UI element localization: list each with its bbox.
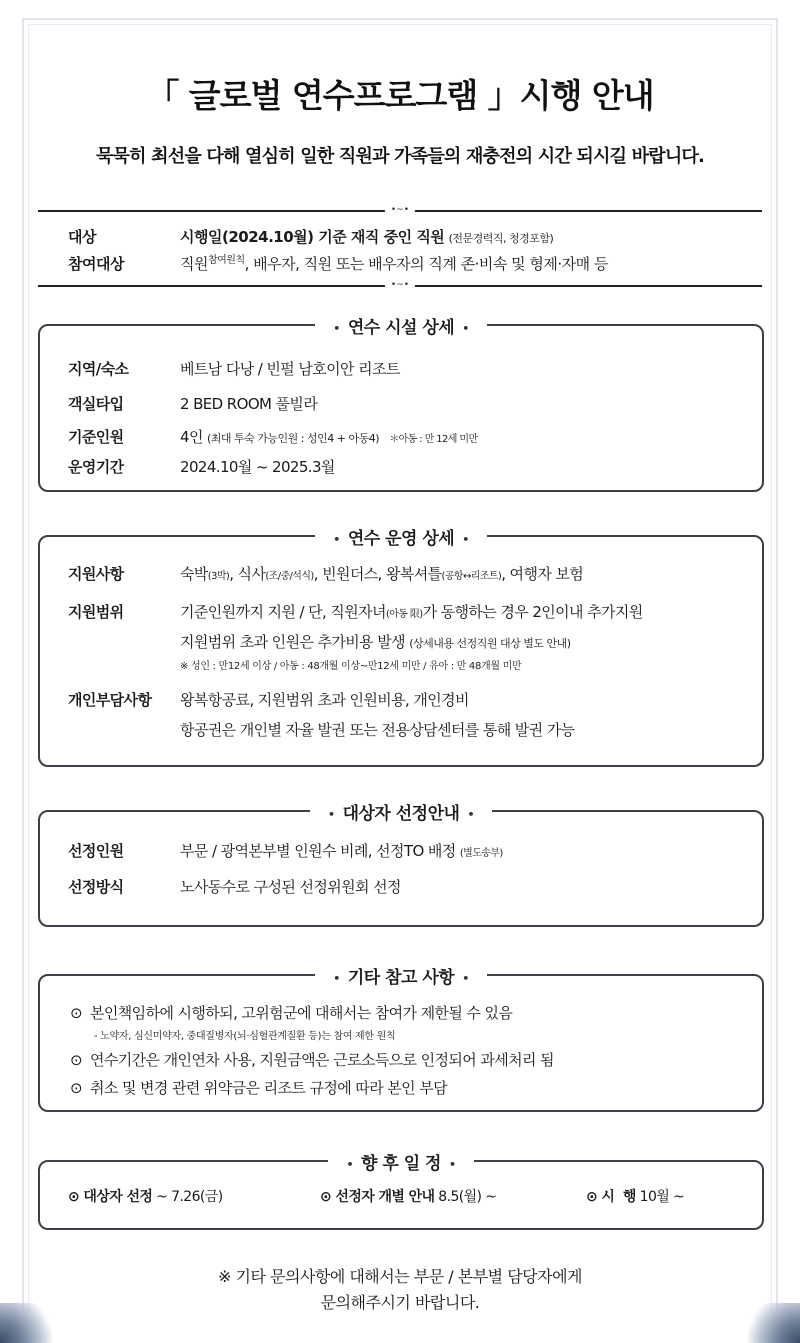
operation-personal-line2: 항공권은 개인별 자율 발권 또는 전용상담센터를 통해 발권 가능 [180,721,575,739]
divider-bottom [38,280,762,290]
footer-note: ※ 기타 문의사항에 대해서는 부문 / 본부별 담당자에게 문의해주시기 바랍니다. [218,1267,582,1312]
other-item: ⊙ 연수기간은 개인연차 사용, 지원금액은 근로소득으로 인정되어 과세처리 됨 [70,1051,554,1069]
other-box [38,968,764,1112]
operation-title: • 연수 운영 상세 • [315,524,486,549]
target-note: (전문경력직, 청경포함) [448,232,554,245]
operation-support-range-line2: 지원범위 초과 인원은 추가비용 발생 (상세내용 선정직원 대상 별도 안내) [180,633,571,651]
facility-row-room: 객실타입 2 BED ROOM 풀빌라 [68,395,318,413]
operation-row-personal: 개인부담사항 왕복항공료, 지원범위 초과 인원비용, 개인경비 [68,691,469,709]
facility-box [38,318,764,492]
ornament-icon: •~• [385,205,415,215]
target-value: 시행일(2024.10월) 기준 재직 중인 직원 [180,228,445,246]
divider-top [38,205,762,215]
selection-row-count: 선정인원 부문 / 광역본부별 인원수 비례, 선정TO 배정 (별도송부) [68,842,503,860]
bullet-icon: ⊙ [70,1051,82,1069]
ornament-icon: •~• [385,280,415,290]
selection-box [38,804,764,927]
schedule-title: • 향 후 일 정 • [328,1149,473,1174]
other-title: • 기타 참고 사항 • [315,963,486,988]
participant-value-post: , 배우자, 직원 또는 배우자의 직계 존·비속 및 형제·자매 등 [244,255,608,273]
schedule-item: ⊙ 선정자 개별 안내 8.5(월) ~ [320,1189,497,1205]
operation-support-range-note: ※ 성인 : 만12세 이상 / 아동 : 48개월 이상~만12세 미만 / 유아 : 만 48개월 미만 [180,661,522,672]
schedule-box [38,1154,764,1230]
target-label: 대상 [68,228,96,246]
schedule-item: ⊙ 시 행 10월 ~ [586,1189,685,1205]
page-title: 「 글로벌 연수프로그램 」시행 안내 [146,76,654,115]
facility-title: • 연수 시설 상세 • [315,313,486,338]
participant-value-sup: 참여원칙 [207,255,245,266]
operation-box [38,529,764,767]
bullet-icon: ⊙ [70,1079,82,1097]
selection-row-method: 선정방식 노사동수로 구성된 선정위원회 선정 [68,878,401,896]
page-subtitle: 묵묵히 최선을 다해 열심히 일한 직원과 가족들의 재충전의 시간 되시길 바랍니다. [95,146,705,167]
target-row [68,226,553,247]
participant-row [68,251,608,274]
bullet-icon: ⊙ [70,1004,82,1022]
other-item-note: - 노약자, 심신미약자, 중대질병자(뇌·심혈관계질환 등)는 참여 제한 원칙 [94,1031,396,1042]
facility-row-period: 운영기간 2024.10월 ~ 2025.3월 [68,458,335,476]
other-item: ⊙ 취소 및 변경 관련 위약금은 리조트 규정에 따라 본인 부담 [70,1079,447,1097]
participant-label: 참여대상 [68,255,124,273]
participant-value-pre: 직원 [180,255,208,273]
schedule-item: ⊙ 대상자 선정 ~ 7.26(금) [68,1189,223,1205]
facility-row-location: 지역/숙소 베트남 다낭 / 빈펄 남호이안 리조트 [68,360,400,378]
other-item: ⊙ 본인책임하에 시행하되, 고위험군에 대해서는 참여가 제한될 수 있음 [70,1004,513,1022]
selection-title: • 대상자 선정안내 • [310,799,492,824]
facility-row-capacity: 기준인원 4인 (최대 투숙 가능인원 : 성인4 + 아동4) ＊아동 : 만 12세 미만 [68,428,478,446]
operation-row-support-range: 지원범위 기준인원까지 지원 / 단, 직원자녀(아동 限)가 동행하는 경우 2인이내 추가지원 [68,603,643,621]
operation-row-support-items: 지원사항 숙박(3박), 식사(조/중/석식), 빈원더스, 왕복셔틀(공항↔리조트), 여행자 보험 [68,565,584,583]
